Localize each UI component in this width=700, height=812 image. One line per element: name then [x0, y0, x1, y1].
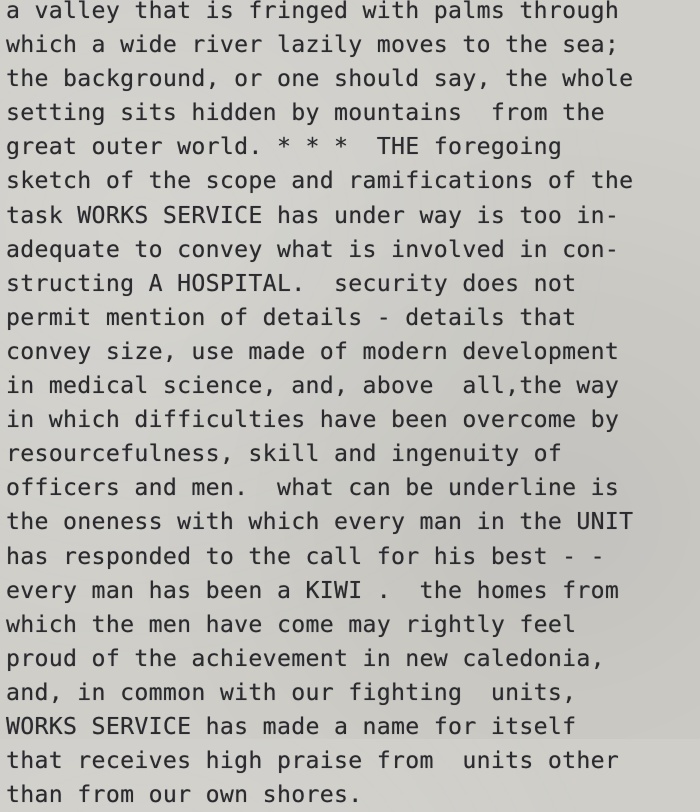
text-line: and, in common with our fighting units,	[6, 678, 577, 706]
text-line: WORKS SERVICE has made a name for itself	[6, 712, 577, 740]
text-line: task WORKS SERVICE has under way is too in-	[6, 201, 620, 229]
text-line: a valley that is fringed with palms through	[6, 0, 620, 24]
text-line: has responded to the call for his best - -	[6, 542, 605, 570]
text-line: that receives high praise from units other	[6, 747, 620, 775]
text-line: permit mention of details - details that	[6, 303, 577, 331]
text-line: convey size, use made of modern development	[6, 337, 620, 365]
text-line: great outer world. * * * THE foregoing	[6, 133, 563, 161]
text-line: structing A HOSPITAL. security does not	[6, 269, 577, 297]
text-line: in medical science, and, above all,the way	[6, 372, 620, 400]
text-line: the oneness with which every man in the UNIT	[6, 508, 634, 536]
text-line: adequate to convey what is involved in con-	[6, 235, 620, 263]
text-line: which a wide river lazily moves to the sea;	[6, 31, 620, 59]
text-line: which the men have come may rightly feel	[6, 610, 577, 638]
text-line: officers and men. what can be underline is	[6, 474, 620, 502]
text-line: in which difficulties have been overcome by	[6, 406, 620, 434]
typewritten-text-block	[6, 0, 700, 812]
text-line: every man has been a KIWI . the homes from	[6, 576, 620, 604]
text-line: sketch of the scope and ramifications of the	[6, 167, 634, 195]
text-line: the background, or one should say, the whole	[6, 65, 634, 93]
text-line: proud of the achievement in new caledonia,	[6, 644, 605, 672]
text-line: setting sits hidden by mountains from the	[6, 99, 605, 127]
text-line: resourcefulness, skill and ingenuity of	[6, 440, 563, 468]
text-line: than from our own shores.	[6, 781, 363, 809]
